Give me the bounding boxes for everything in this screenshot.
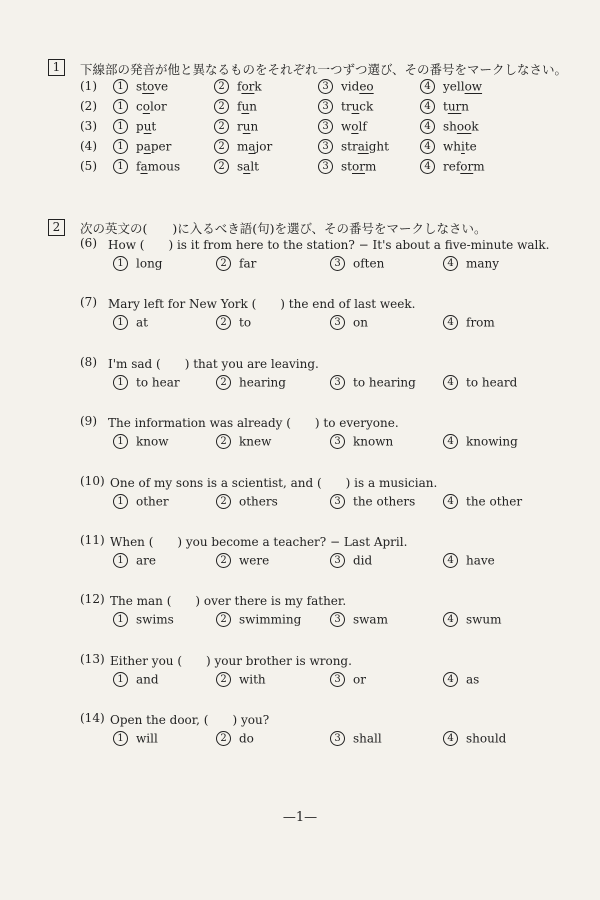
option-word [136, 100, 167, 114]
option-number-circle: 4 [420, 119, 435, 134]
option-number-circle: 2 [216, 494, 231, 509]
option-number-circle: 3 [318, 119, 333, 134]
option-number-circle: 4 [443, 256, 458, 271]
option-number-circle: 4 [443, 612, 458, 627]
underlined-part: eo [359, 79, 374, 94]
answer-option[interactable] [113, 315, 148, 330]
word-part: c [136, 99, 143, 114]
answer-option[interactable] [113, 612, 174, 627]
option-number-circle: 1 [113, 79, 128, 94]
answer-option[interactable] [113, 119, 156, 134]
word-part: n [250, 119, 259, 134]
underlined-part: o [351, 119, 359, 134]
underlined-part: or [460, 159, 474, 174]
answer-option[interactable] [330, 434, 393, 449]
question-number: (4) [80, 139, 97, 153]
question-number: (2) [80, 99, 97, 113]
question-number: (1) [80, 79, 97, 93]
answer-option[interactable] [318, 79, 374, 94]
word-part: ve [154, 79, 169, 94]
question-row [0, 99, 600, 119]
underlined-part: u [242, 119, 251, 134]
question-number: (8) [80, 354, 97, 369]
answer-option[interactable] [330, 315, 368, 330]
option-text: to hearing [353, 375, 416, 390]
question-number: (14) [80, 711, 105, 726]
answer-option[interactable] [113, 99, 167, 114]
question-text: Open the door, ( ) you? [110, 713, 270, 728]
option-number-circle: 2 [216, 315, 231, 330]
option-text: others [239, 494, 278, 509]
option-number-circle: 1 [113, 119, 128, 134]
option-number-circle: 2 [214, 79, 229, 94]
option-word [237, 160, 259, 174]
section-1-instructions: 下線部の発音が他と異なるものをそれぞれ一つずつ選び、その番号をマークしなさい。 [80, 62, 568, 77]
question-row [0, 139, 600, 159]
answer-option[interactable] [216, 375, 286, 390]
option-number-circle: 3 [318, 99, 333, 114]
option-word [237, 80, 262, 94]
option-word [237, 120, 258, 134]
option-text: know [136, 434, 169, 449]
answer-option[interactable] [443, 612, 502, 627]
question-number: (11) [80, 533, 105, 547]
underlined-part: o [142, 99, 150, 114]
option-word [443, 120, 479, 134]
option-word [237, 140, 272, 154]
section-1-number: 1 [48, 59, 65, 76]
option-number-circle: 3 [330, 434, 345, 449]
option-text: swum [466, 612, 502, 627]
word-part: sh [443, 119, 457, 134]
option-number-circle: 2 [216, 731, 231, 746]
answer-option[interactable] [216, 612, 301, 627]
word-part: te [464, 139, 477, 154]
word-part: wh [443, 139, 461, 154]
answer-option[interactable] [330, 612, 388, 627]
option-text: were [239, 553, 270, 568]
option-word [341, 160, 376, 174]
option-number-circle: 4 [443, 434, 458, 449]
underlined-part: a [140, 159, 148, 174]
answer-option[interactable] [216, 315, 251, 330]
word-part: tr [341, 99, 352, 114]
word-part: p [136, 139, 144, 154]
answer-option[interactable] [113, 553, 156, 568]
option-number-circle: 1 [113, 139, 128, 154]
answer-option[interactable] [420, 119, 479, 134]
option-word [136, 160, 180, 174]
option-number-circle: 3 [330, 731, 345, 746]
word-part: k [471, 119, 479, 134]
option-number-circle: 3 [330, 494, 345, 509]
answer-option[interactable] [318, 139, 389, 154]
question-text: How ( ) is it from here to the station? − It's about a five-minute walk. [108, 238, 550, 252]
option-number-circle: 1 [113, 612, 128, 627]
option-number-circle: 4 [443, 553, 458, 568]
option-word [443, 100, 469, 114]
answer-option[interactable] [216, 494, 278, 509]
answer-option[interactable] [330, 672, 366, 687]
option-number-circle: 3 [318, 139, 333, 154]
question-number: (5) [80, 159, 97, 173]
option-text: other [136, 494, 169, 509]
option-number-circle: 3 [330, 612, 345, 627]
question-number: (10) [80, 473, 105, 488]
section-2-instructions: 次の英文の( )に入るべき語(句)を選び、その番号をマークしなさい。 [80, 221, 487, 236]
answer-option[interactable] [113, 434, 169, 449]
option-text: far [239, 256, 257, 271]
option-number-circle: 1 [113, 553, 128, 568]
answer-option[interactable] [330, 256, 384, 271]
underlined-part: oo [456, 119, 472, 134]
option-number-circle: 3 [318, 159, 333, 174]
answer-option[interactable] [214, 79, 262, 94]
option-text: the others [353, 494, 416, 509]
answer-option[interactable] [113, 159, 180, 174]
answer-option[interactable] [318, 119, 367, 134]
option-number-circle: 2 [216, 434, 231, 449]
question-number: (6) [80, 236, 97, 250]
answer-option[interactable] [113, 79, 168, 94]
option-word [237, 100, 257, 114]
option-text: knowing [466, 434, 518, 449]
option-number-circle: 4 [420, 99, 435, 114]
word-part: ck [359, 99, 374, 114]
option-number-circle: 2 [216, 553, 231, 568]
answer-option[interactable] [216, 553, 269, 568]
option-text: did [353, 553, 373, 568]
answer-option[interactable] [443, 256, 499, 271]
question-text: I'm sad ( ) that you are leaving. [108, 356, 319, 371]
option-text: knew [239, 434, 272, 449]
question-number: (12) [80, 592, 105, 607]
question-number: (7) [80, 295, 97, 310]
option-word [136, 140, 171, 154]
word-part: f [237, 99, 242, 114]
underlined-part: ur [447, 99, 462, 114]
option-text: at [136, 315, 148, 330]
option-word [341, 120, 367, 134]
word-part: f [136, 159, 141, 174]
word-part: ref [443, 159, 461, 174]
option-number-circle: 3 [330, 375, 345, 390]
option-text: or [353, 672, 366, 687]
option-number-circle: 2 [216, 256, 231, 271]
option-text: swimming [239, 612, 302, 627]
option-word [443, 140, 477, 154]
option-text: many [466, 256, 500, 271]
underlined-part: or [241, 79, 255, 94]
option-number-circle: 3 [318, 79, 333, 94]
question-number: (13) [80, 651, 105, 666]
answer-option[interactable] [330, 494, 415, 509]
option-text: from [466, 315, 495, 330]
option-number-circle: 4 [443, 672, 458, 687]
option-number-circle: 2 [214, 119, 229, 134]
word-part: f [237, 79, 242, 94]
answer-option[interactable] [330, 375, 416, 390]
option-text: have [466, 553, 495, 568]
underlined-part: u [351, 99, 360, 114]
word-part: vid [341, 79, 360, 94]
option-number-circle: 1 [113, 494, 128, 509]
answer-option[interactable] [318, 159, 376, 174]
option-text: known [353, 434, 394, 449]
page-number: —1— [282, 810, 318, 825]
question-number: (9) [80, 414, 97, 429]
answer-option[interactable] [330, 553, 372, 568]
answer-option[interactable] [113, 731, 158, 746]
option-word [136, 120, 156, 134]
option-number-circle: 2 [214, 159, 229, 174]
option-number-circle: 3 [330, 553, 345, 568]
word-part: lt [250, 159, 259, 174]
answer-option[interactable] [420, 79, 482, 94]
option-text: do [239, 731, 254, 746]
answer-option[interactable] [420, 139, 477, 154]
word-part: n [461, 99, 470, 114]
option-number-circle: 4 [420, 79, 435, 94]
option-number-circle: 2 [214, 139, 229, 154]
option-number-circle: 1 [113, 731, 128, 746]
answer-option[interactable] [216, 256, 256, 271]
option-number-circle: 1 [113, 159, 128, 174]
option-text: on [353, 315, 368, 330]
question-row [0, 119, 600, 139]
option-number-circle: 4 [420, 139, 435, 154]
option-text: are [136, 553, 156, 568]
option-number-circle: 2 [214, 99, 229, 114]
question-text: One of my sons is a scientist, and ( ) is a musician. [110, 475, 438, 490]
option-word [443, 80, 482, 94]
answer-option[interactable] [214, 119, 258, 134]
question-text: The man ( ) over there is my father. [110, 594, 347, 609]
option-word [341, 140, 389, 154]
option-text: should [466, 731, 507, 746]
underlined-part: ow [464, 79, 483, 94]
answer-option[interactable] [113, 672, 159, 687]
option-text: hearing [239, 375, 286, 390]
answer-option[interactable] [216, 672, 266, 687]
word-part: k [254, 79, 262, 94]
answer-option[interactable] [420, 159, 485, 174]
answer-option[interactable] [318, 99, 373, 114]
option-text: often [353, 256, 385, 271]
answer-option[interactable] [443, 553, 495, 568]
answer-option[interactable] [214, 159, 259, 174]
option-number-circle: 4 [420, 159, 435, 174]
word-part: m [237, 139, 249, 154]
option-number-circle: 2 [216, 672, 231, 687]
underlined-part: u [143, 119, 152, 134]
option-word [136, 80, 168, 94]
word-part: per [150, 139, 172, 154]
section-2-number: 2 [48, 219, 65, 236]
question-row [0, 79, 600, 99]
option-word [341, 80, 374, 94]
word-part: t [151, 119, 157, 134]
word-part: st [341, 159, 352, 174]
question-text: Either you ( ) your brother is wrong. [110, 653, 352, 668]
answer-option[interactable] [330, 731, 382, 746]
option-word [443, 160, 485, 174]
option-text: swam [353, 612, 388, 627]
option-number-circle: 3 [330, 256, 345, 271]
underlined-part: u [241, 99, 250, 114]
answer-option[interactable] [443, 375, 517, 390]
question-text: Mary left for New York ( ) the end of last week. [108, 297, 416, 312]
underlined-part: ai [357, 139, 369, 154]
answer-option[interactable] [443, 731, 506, 746]
underlined-part: or [351, 159, 365, 174]
word-part: w [341, 119, 352, 134]
word-part: s [136, 79, 143, 94]
word-part: mous [147, 159, 181, 174]
option-number-circle: 4 [443, 375, 458, 390]
underlined-part: a [248, 139, 256, 154]
word-part: r [237, 119, 243, 134]
option-number-circle: 1 [113, 672, 128, 687]
question-text: The information was already ( ) to everyone. [108, 416, 399, 431]
answer-option[interactable] [420, 99, 469, 114]
word-part: n [249, 99, 257, 114]
word-part: yell [443, 79, 465, 94]
option-text: to heard [466, 375, 518, 390]
option-number-circle: 3 [330, 315, 345, 330]
word-part: m [473, 159, 485, 174]
answer-option[interactable] [443, 434, 518, 449]
word-part: str [341, 139, 358, 154]
answer-option[interactable] [443, 672, 479, 687]
option-text: will [136, 731, 158, 746]
word-part: p [136, 119, 144, 134]
underlined-part: i [461, 139, 465, 154]
answer-option[interactable] [216, 434, 271, 449]
option-word [341, 100, 373, 114]
option-number-circle: 2 [216, 612, 231, 627]
option-number-circle: 3 [330, 672, 345, 687]
answer-option[interactable] [443, 494, 522, 509]
answer-option[interactable] [216, 731, 254, 746]
option-number-circle: 1 [113, 99, 128, 114]
answer-option[interactable] [214, 99, 257, 114]
option-number-circle: 1 [113, 315, 128, 330]
answer-option[interactable] [113, 494, 169, 509]
word-part: lf [358, 119, 367, 134]
answer-option[interactable] [443, 315, 495, 330]
option-text: long [136, 256, 163, 271]
option-number-circle: 1 [113, 256, 128, 271]
option-text: the other [466, 494, 523, 509]
underlined-part: a [243, 159, 251, 174]
option-text: with [239, 672, 266, 687]
word-part: m [364, 159, 377, 174]
word-part: lor [149, 99, 167, 114]
answer-option[interactable] [113, 375, 180, 390]
option-number-circle: 1 [113, 375, 128, 390]
option-number-circle: 4 [443, 494, 458, 509]
question-number: (3) [80, 119, 97, 133]
option-number-circle: 4 [443, 315, 458, 330]
option-text: to hear [136, 375, 180, 390]
word-part: ght [368, 139, 389, 154]
option-number-circle: 4 [443, 731, 458, 746]
answer-option[interactable] [214, 139, 272, 154]
option-text: as [466, 672, 480, 687]
word-part: t [443, 99, 448, 114]
option-text: swims [136, 612, 174, 627]
underlined-part: to [142, 79, 155, 94]
word-part: jor [255, 139, 273, 154]
option-text: shall [353, 731, 382, 746]
answer-option[interactable] [113, 256, 162, 271]
option-number-circle: 2 [216, 375, 231, 390]
question-row [0, 159, 600, 179]
option-text: and [136, 672, 159, 687]
answer-option[interactable] [113, 139, 171, 154]
word-part: s [237, 159, 244, 174]
option-text: to [239, 315, 252, 330]
question-text: When ( ) you become a teacher? − Last April. [110, 535, 408, 549]
option-number-circle: 1 [113, 434, 128, 449]
underlined-part: a [143, 139, 151, 154]
